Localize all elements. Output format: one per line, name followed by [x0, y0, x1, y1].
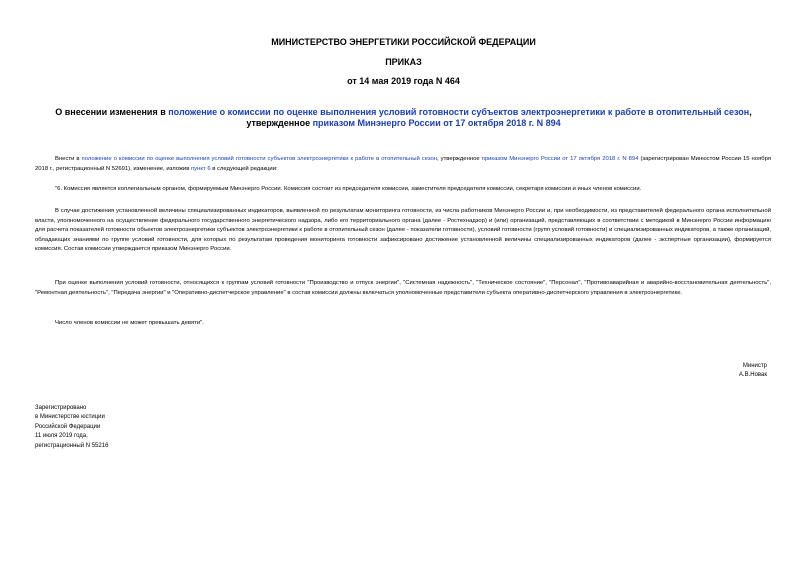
title-mid: , утвержденное [246, 107, 752, 128]
ministry-heading: МИНИСТЕРСТВО ЭНЕРГЕТИКИ РОССИЙСКОЙ ФЕДЕРАЦИИ [271, 37, 536, 47]
registration-line-5: регистрационный N 55216 [35, 442, 109, 449]
paragraph-3: В случае достижения установленной величины специализированных индикаторов, выявленной по результатам мониторинга готовности, из числа работников Минэнерго России и, при необходимости, из представителей федерального органа исполнительной власти, уполномоченного на осуществление федерального государственного энергетического надзора, либо его территориального органа (далее - Ростехнадзор) и (или) организаций, представляющих в соответствии с методикой в Минэнерго России информацию для расчета показателей готовности объектов электроэнергетики субъектов электроэнергетики к работе в отопительный сезон (далее - показатели готовности), условий готовности (групп условий готовности) и специализированных индикаторов, а также организаций, обладающих знаниями по группе условий готовности, для которых по результатам проведения мониторинга готовности зафиксировано достижение установленной величины специализированных индикаторов (далее - экспертные организации), формируется комиссия. Состав комиссии утверждается приказом Минэнерго России. [35, 208, 771, 253]
registration-block [35, 404, 108, 451]
signature-position: Министр [742, 363, 767, 369]
registration-line-2: в Министерстве юстиции [35, 414, 105, 421]
paragraph-4: При оценке выполнения условий готовности, относящихся к группам условий готовности "Производство и отпуск энергии", "Системная надежность", "Техническое состояние", "Персонал", "Противоаварийная и аварийно-восстановительная деятельность", "Ремонтная деятельность", "Передача энергии" и "Оперативно-диспетчерское управление" в состав комиссии должны включаться уполномоченные представители субъекта оперативно-диспетчерского управления в электроэнергетике. [35, 280, 771, 296]
p1-text-2: , утвержденное [437, 156, 482, 162]
paragraph-1 [35, 155, 771, 174]
registration-line-4: 11 июля 2019 года, [35, 433, 88, 440]
p1-link-regulation[interactable]: положение о комиссии по оценке выполнения условий готовности субъектов электроэнергетики к работе в отопительный сезон [81, 156, 438, 162]
p1-text-3: (зарегистрирован Минюстом России 15 ноября 2018 г., регистрационный N 52691), изменение, изложив [35, 156, 771, 172]
registration-line-3: Российской Федерации [35, 423, 101, 430]
paragraph-5: Число членов комиссии не может превышать девяти". [55, 320, 204, 326]
registration-line-1: Зарегистрировано [35, 405, 87, 411]
paragraph-2: "6. Комиссия является коллегиальным органом, формируемым Минэнерго России. Комиссия состоит из председателя комиссии, заместителя председателя комиссии, секретаря комиссии и иных членов комиссии. [55, 186, 642, 192]
title-prefix: О внесении изменения в [55, 107, 169, 117]
p1-text-1: Внести в [55, 156, 82, 162]
p1-link-order[interactable]: приказом Минэнерго России от 17 октября 2018 г. N 894 [481, 156, 639, 162]
p1-text-4: в следующей редакции: [210, 165, 278, 172]
signature-name: А.В.Новак [738, 372, 767, 378]
p1-link-clause[interactable]: пункт 6 [190, 165, 211, 172]
date-number-heading: от 14 мая 2019 года N 464 [347, 76, 460, 86]
title-link-regulation[interactable]: положение о комиссии по оценке выполнения условий готовности субъектов электроэнергетики к работе в отопительный сезон [168, 107, 750, 117]
signature-block [739, 362, 767, 380]
document-title [40, 107, 767, 129]
doc-type-heading: ПРИКАЗ [385, 57, 422, 67]
title-link-order[interactable]: приказом Минэнерго России от 17 октября 2018 г. N 894 [312, 118, 561, 128]
